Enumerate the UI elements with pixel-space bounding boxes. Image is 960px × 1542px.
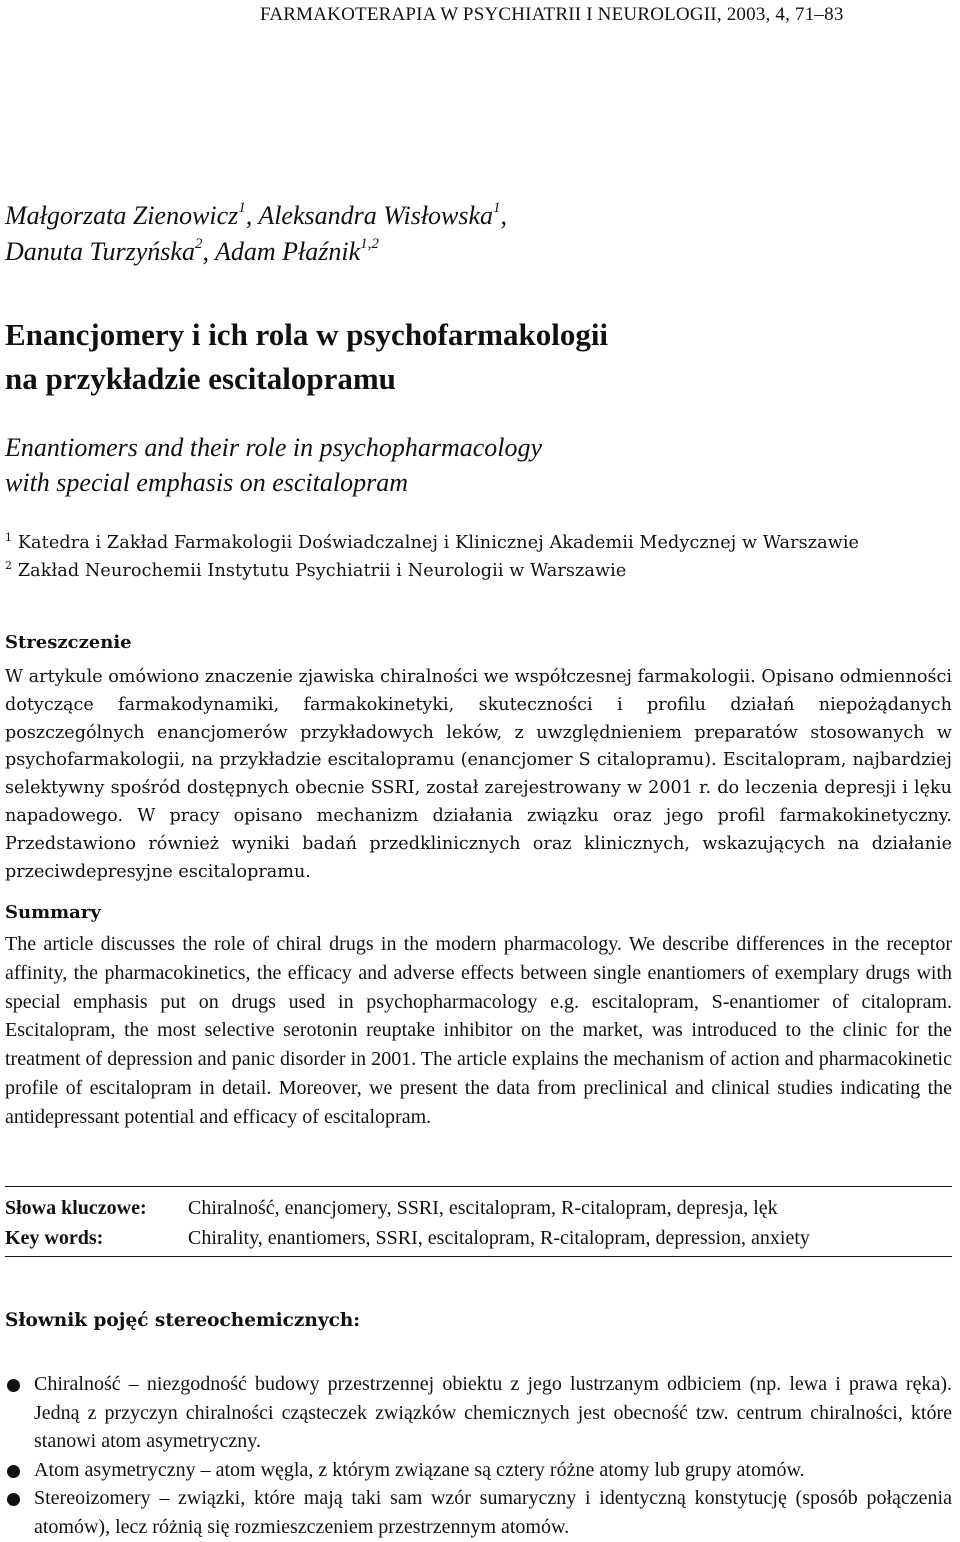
glossary-item bbox=[5, 1484, 952, 1541]
keywords-polish-value: Chiralność, enancjomery, SSRI, escitalopram, R-citalopram, depresja, lęk bbox=[188, 1197, 778, 1219]
affiliation-number: 1 bbox=[5, 531, 13, 545]
title-line: na przykładzie escitalopramu bbox=[5, 361, 396, 396]
bullet-icon bbox=[7, 1379, 20, 1392]
author-name: Małgorzata Zienowicz bbox=[5, 201, 239, 230]
glossary-list bbox=[5, 1370, 952, 1542]
keywords-english-label: Key words: bbox=[5, 1227, 104, 1249]
keywords-bottom-rule bbox=[5, 1256, 952, 1257]
article-title-polish bbox=[5, 313, 952, 401]
glossary-item bbox=[5, 1370, 952, 1456]
glossary-item-text: Atom asymetryczny – atom węgla, z którym związane są cztery różne atomy lub grupy atomów. bbox=[34, 1458, 805, 1481]
abstract-paragraph: The article discusses the role of chiral drugs in the modern pharmacology. We describe differences in the receptor affinity, the pharmacokinetics, the efficacy and adverse effects between single enantiomers of exemplary drugs with special emphasis put on drugs used in psychopharmacology e.g. escitalopram, S-enantiomer of citalopram. Escitalopram, the most selective serotonin reuptake inhibitor on the market, was introduced to the clinic for the treatment of depression and panic disorder in 2001. The article explains the mechanism of action and pharmacokinetic profile of escitalopram in detail. Moreover, we present the data from preclinical and clinical studies indicating the antidepressant potential and efficacy of escitalopram. bbox=[5, 933, 952, 1128]
author-line-2: Danuta Turzyńska$^2$, Adam Płaźnik$^{1,2}$ bbox=[5, 236, 379, 266]
keywords-english-row bbox=[5, 1223, 952, 1253]
affiliation-text: Zakład Neurochemii Instytutu Psychiatrii i Neurologii w Warszawie bbox=[17, 561, 627, 581]
keywords-polish-label: Słowa kluczowe: bbox=[5, 1197, 147, 1219]
author-name: Danuta Turzyńska bbox=[5, 237, 195, 266]
abstract-paragraph: W artykule omówiono znaczenie zjawiska chiralności we współczesnej farmakologii. Opisano odmienności dotyczące farmakodynamiki, farmakokinetyki, skuteczności i profilu działań niepożądanych poszczególnych enancjomerów przykładowych leków, z uwzględnieniem preparatów stosowanych w psychofarmakologii, na przykładzie escitalopramu (enancjomer S citalopramu). Escitalopram, najbardziej selektywny spośród dostępnych obecnie SSRI, został zarejestrowany w 2001 r. do leczenia depresji i lęku napadowego. W pracy opisano mechanizm działania związku oraz jego profil farmakokinetyczny. Przedstawiono również wyniki badań przedklinicznych oraz klinicznych, wskazujących na działanie przeciwdepresyjne escitalopramu. bbox=[5, 667, 953, 882]
keywords-block bbox=[5, 1193, 952, 1253]
affiliation-item bbox=[5, 557, 952, 585]
glossary-item-text: Chiralność – niezgodność budowy przestrzennej obiektu z jego lustrzanym odbiciem (np. lewa i prawa ręka). Jedną z przyczyn chiralności cząsteczek związków chemicznych jest obecność tzw. centrum chiralności, które stanowi atom asymetryczny. bbox=[34, 1373, 952, 1453]
title-line: Enantiomers and their role in psychopharmacology bbox=[5, 433, 543, 462]
keywords-top-rule bbox=[5, 1186, 952, 1187]
author-line-1: Małgorzata Zienowicz$^1$, Aleksandra Wisłowska$^1$, bbox=[5, 200, 508, 230]
keywords-polish-row bbox=[5, 1193, 952, 1223]
bullet-icon bbox=[7, 1493, 20, 1506]
author-name: Adam Płaźnik bbox=[215, 237, 361, 266]
author-affiliation-sup: 2 bbox=[194, 236, 203, 253]
author-affiliation-sup: 1,2 bbox=[360, 236, 379, 253]
affiliation-text: Katedra i Zakład Farmakologii Doświadczalnej i Klinicznej Akademii Medycznej w Warszawie bbox=[17, 533, 860, 553]
glossary-item-text: Stereoizomery – związki, które mają taki sam wzór sumaryczny i identyczną konstytucję (sposób połączenia atomów), lecz różnią się rozmieszczeniem przestrzennym atomów. bbox=[34, 1487, 952, 1538]
affiliation-number: 2 bbox=[5, 559, 13, 573]
article-title-english bbox=[5, 430, 952, 500]
author-name: Aleksandra Wisłowska bbox=[258, 201, 494, 230]
keywords-english-value: Chirality, enantiomers, SSRI, escitalopram, R-citalopram, depression, anxiety bbox=[188, 1227, 810, 1249]
author-affiliation-sup: 1 bbox=[238, 200, 246, 217]
summary-text bbox=[5, 930, 952, 1132]
streszczenie-text bbox=[5, 664, 952, 886]
author-list bbox=[5, 198, 952, 270]
affiliation-item bbox=[5, 529, 952, 557]
streszczenie-heading: Streszczenie bbox=[5, 632, 132, 653]
title-line: Enancjomery i ich rola w psychofarmakologii bbox=[5, 317, 609, 352]
title-line: with special emphasis on escitalopram bbox=[5, 468, 408, 497]
summary-heading: Summary bbox=[5, 902, 101, 923]
bullet-icon bbox=[7, 1465, 20, 1478]
glossary-heading: Słownik pojęć stereochemicznych: bbox=[5, 1310, 361, 1331]
glossary-item bbox=[5, 1456, 952, 1485]
affiliations bbox=[5, 529, 952, 585]
author-affiliation-sup: 1 bbox=[493, 200, 501, 217]
running-head: FARMAKOTERAPIA W PSYCHIATRII I NEUROLOGII, 2003, 4, 71–83 bbox=[260, 4, 844, 25]
